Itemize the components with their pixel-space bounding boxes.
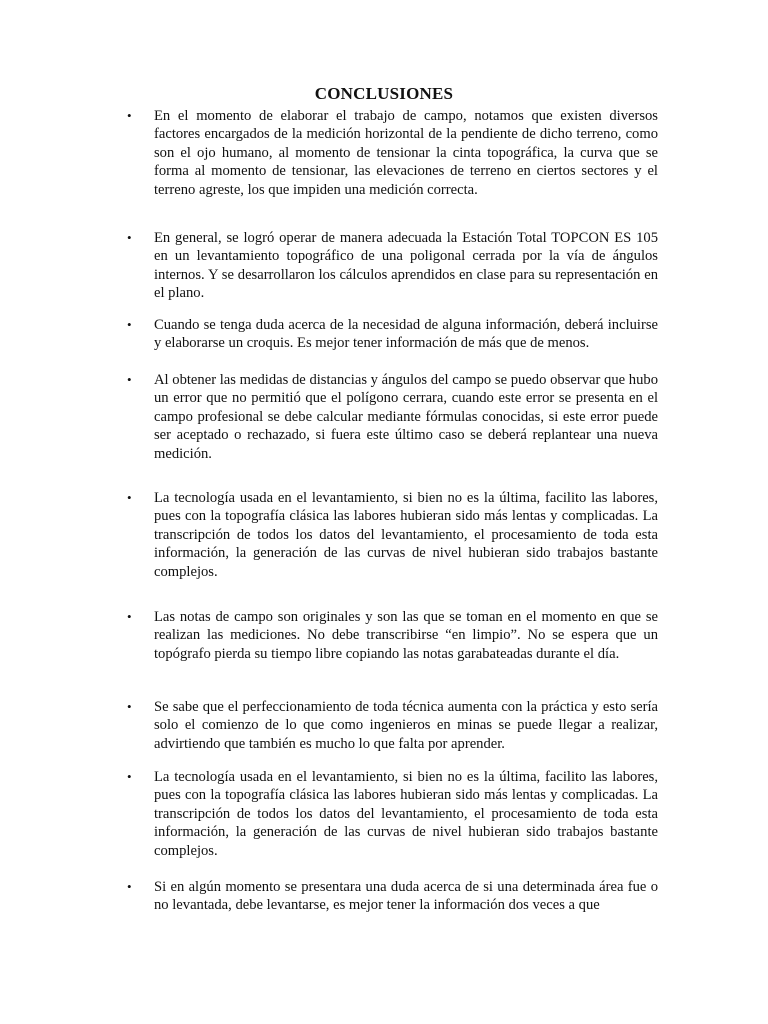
conclusion-item-6: Las notas de campo son originales y son las que se toman en el momento en que se realizan las mediciones. No debe transcribirse “en limpio”. No se espera que un topógrafo pierda su tiempo libre copiando las notas garabateadas durante el día. <box>154 609 658 662</box>
bullet-icon: • <box>127 372 132 387</box>
conclusion-item-3: Cuando se tenga duda acerca de la necesidad de alguna información, deberá incluirse y elaborarse un croquis. Es mejor tener información de más que de menos. <box>154 317 658 352</box>
bullet-icon: • <box>127 317 132 332</box>
bullet-icon: • <box>127 879 132 894</box>
bullet-icon: • <box>127 108 132 123</box>
conclusion-item-1: En el momento de elaborar el trabajo de campo, notamos que existen diversos factores encargados de la medición horizontal de la pendiente de dicho terreno, como son el ojo humano, al momento de tensionar la cinta topográfica, la curva que se forma al momento de tensionar, las elevaciones de terreno en ciertos sectores y el terreno agreste, los que impiden una medición correcta. <box>154 108 658 198</box>
conclusion-item-9: Si en algún momento se presentara una duda acerca de si una determinada área fue o no levantada, debe levantarse, es mejor tener la información dos veces a que <box>154 879 658 914</box>
bullet-icon: • <box>127 230 132 245</box>
conclusion-item-4: Al obtener las medidas de distancias y ángulos del campo se puedo observar que hubo un error que no permitió que el polígono cerrara, cuando este error se presenta en el campo profesional se debe calcular mediante fórmulas conocidas, si este error puede ser aceptado o rechazado, si fuera este último caso se deberá replantear una nueva medición. <box>154 372 658 462</box>
bullet-icon: • <box>127 699 132 714</box>
conclusion-item-5: La tecnología usada en el levantamiento, si bien no es la última, facilito las labores, pues con la topografía clásica las labores hubieran sido más lentas y complicadas. La transcripción de todos los datos del levantamiento, el procesamiento de toda esta información, la generación de las curvas de nivel hubieran sido trabajos bastante complejos. <box>154 490 658 580</box>
conclusion-item-2: En general, se logró operar de manera adecuada la Estación Total TOPCON ES 105 en un levantamiento topográfico de una poligonal cerrada por la vía de ángulos internos. Y se desarrollaron los cálculos aprendidos en clase para su representación en el plano. <box>154 230 658 302</box>
bullet-icon: • <box>127 609 132 624</box>
conclusion-item-8: La tecnología usada en el levantamiento, si bien no es la última, facilito las labores, pues con la topografía clásica las labores hubieran sido más lentas y complicadas. La transcripción de todos los datos del levantamiento, el procesamiento de toda esta información, la generación de las curvas de nivel hubieran sido trabajos bastante complejos. <box>154 769 658 859</box>
page-title: CONCLUSIONES <box>314 84 454 103</box>
conclusion-item-7: Se sabe que el perfeccionamiento de toda técnica aumenta con la práctica y esto sería solo el comienzo de lo que como ingenieros en minas se puede llegar a realizar, advirtiendo que también es mucho lo que falta por aprender. <box>154 699 658 752</box>
bullet-icon: • <box>127 490 132 505</box>
bullet-icon: • <box>127 769 132 784</box>
